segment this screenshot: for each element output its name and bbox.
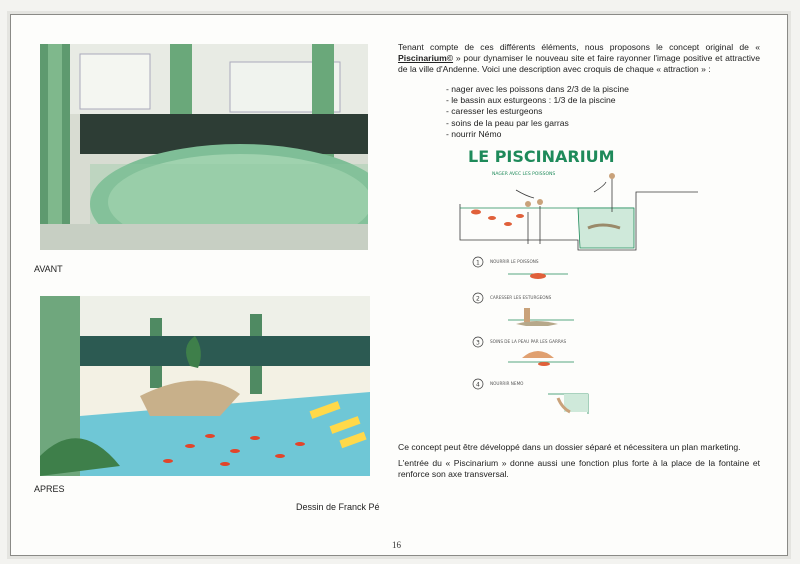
before-caption: AVANT	[34, 264, 63, 274]
intro-text-end: » pour dynamiser le nouveau site et faire rayonner l'image positive et attractive de la ville d'Andenne. Voici une description avec croquis de chaque « attraction » :	[398, 53, 760, 75]
before-photo	[40, 44, 368, 250]
pool-cross-section	[460, 176, 698, 250]
list-item: - le bassin aux esturgeons : 1/3 de la piscine	[446, 95, 616, 106]
intro-paragraph	[398, 42, 760, 76]
list-item: - nager avec les poissons dans 2/3 de la piscine	[446, 84, 629, 94]
svg-text:NOURRIR LE POISSONS: NOURRIR LE POISSONS	[490, 259, 539, 264]
step-1	[473, 257, 568, 279]
list-item: - nourrir Némo	[446, 128, 502, 139]
svg-text:4: 4	[476, 381, 480, 389]
sketch-subtitle: NAGER AVEC LES POISSONS	[492, 172, 556, 177]
svg-text:SOINS DE LA PEAU PAR LES GARRA: SOINS DE LA PEAU PAR LES GARRAS	[490, 339, 567, 344]
step-3	[473, 337, 574, 366]
step-4	[473, 379, 588, 414]
list-item: - soins de la peau par les garras	[446, 117, 569, 128]
sketch-title: LE PISCINARIUM	[468, 147, 615, 166]
list-item: - caresser les esturgeons	[446, 106, 543, 117]
sketch-people	[525, 173, 615, 207]
sketch-fish	[471, 210, 524, 227]
piscinarium-sketch	[398, 132, 762, 428]
svg-text:2: 2	[476, 295, 480, 303]
page-number: 16	[392, 540, 401, 550]
illustration-credit: Dessin de Franck Pé	[296, 502, 380, 512]
svg-text:NOURRIR NEMO: NOURRIR NEMO	[490, 381, 524, 386]
svg-text:3: 3	[476, 339, 480, 347]
after-illustration	[40, 296, 370, 476]
brand-name: Piscinarium©	[398, 53, 454, 64]
marketing-paragraph: Ce concept peut être développé dans un dossier séparé et nécessitera un plan marketing.	[398, 442, 741, 452]
entrance-paragraph: L'entrée du « Piscinarium » donne aussi une fonction plus forte à la place de la fontaine et renforce son axe transversal.	[398, 458, 760, 480]
svg-text:1: 1	[476, 259, 480, 267]
step-2	[473, 293, 574, 326]
svg-text:CARESSER LES ESTURGEONS: CARESSER LES ESTURGEONS	[490, 295, 552, 300]
after-caption: APRES	[34, 484, 65, 494]
intro-text-start: Tenant compte de ces différents éléments, nous proposons le concept original de «	[398, 42, 760, 52]
